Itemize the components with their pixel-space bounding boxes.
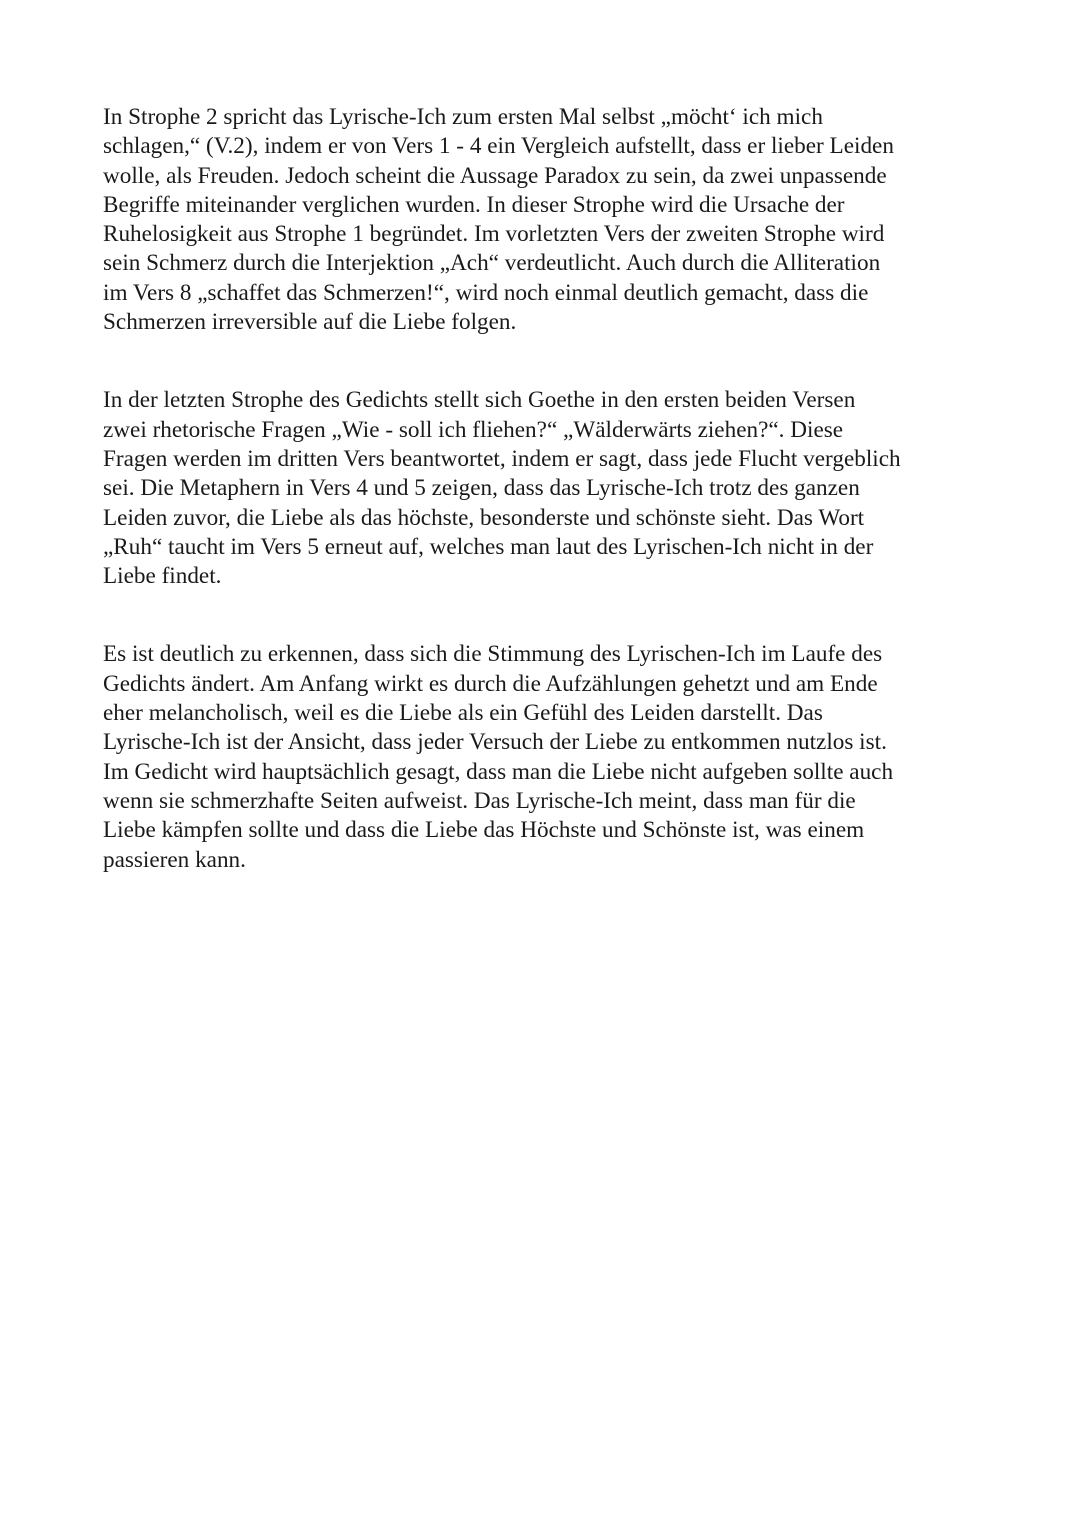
text-line: Gedichts ändert. Am Anfang wirkt es durch die Aufzählungen gehetzt und am Ende — [103, 670, 878, 697]
document-body — [103, 103, 993, 875]
text-line: eher melancholisch, weil es die Liebe als ein Gefühl des Leiden darstellt. Das — [103, 700, 823, 727]
text-line: Begriffe miteinander verglichen wurden. In dieser Strophe wird die Ursache der — [103, 191, 845, 218]
text-line: schlagen,“ (V.2), indem er von Vers 1 - 4 ein Vergleich aufstellt, dass er lieber Leiden — [103, 133, 894, 160]
paragraph-strophe-2 — [103, 103, 993, 337]
text-line: wenn sie schmerzhafte Seiten aufweist. Das Lyrische-Ich meint, dass man für die — [103, 787, 856, 814]
text-line: zwei rhetorische Fragen „Wie - soll ich fliehen?“ „Wälderwärts ziehen?“. Diese — [103, 416, 844, 443]
text-line: Es ist deutlich zu erkennen, dass sich die Stimmung des Lyrischen-Ich im Laufe des — [103, 641, 883, 668]
text-line: Liebe findet. — [103, 563, 222, 590]
text-line: Im Gedicht wird hauptsächlich gesagt, dass man die Liebe nicht aufgeben sollte auch — [103, 758, 894, 785]
text-line: sein Schmerz durch die Interjektion „Ach“ verdeutlicht. Auch durch die Alliteration — [103, 250, 881, 277]
text-line: Fragen werden im dritten Vers beantwortet, indem er sagt, dass jede Flucht vergeblich — [103, 445, 901, 472]
text-line: sei. Die Metaphern in Vers 4 und 5 zeigen, dass das Lyrische-Ich trotz des ganzen — [103, 475, 860, 502]
text-line: Schmerzen irreversible auf die Liebe folgen. — [103, 309, 517, 336]
text-line: In Strophe 2 spricht das Lyrische-Ich zum ersten Mal selbst „möcht‘ ich mich — [103, 104, 823, 130]
paragraph-letzte-strophe — [103, 386, 993, 591]
text-line: Ruhelosigkeit aus Strophe 1 begründet. Im vorletzten Vers der zweiten Strophe wird — [103, 221, 885, 248]
text-line: wolle, als Freuden. Jedoch scheint die Aussage Paradox zu sein, da zwei unpassende — [103, 162, 887, 189]
text-line: Liebe kämpfen sollte und dass die Liebe das Höchste und Schönste ist, was einem — [103, 817, 865, 844]
text-line: In der letzten Strophe des Gedichts stellt sich Goethe in den ersten beiden Versen — [103, 387, 856, 414]
text-line: „Ruh“ taucht im Vers 5 erneut auf, welches man laut des Lyrischen-Ich nicht in der — [103, 533, 874, 560]
paragraph-fazit — [103, 640, 993, 874]
text-line: im Vers 8 „schaffet das Schmerzen!“, wird noch einmal deutlich gemacht, dass die — [103, 279, 869, 306]
text-line: Lyrische-Ich ist der Ansicht, dass jeder Versuch der Liebe zu entkommen nutzlos ist. — [103, 729, 887, 756]
text-line: Leiden zuvor, die Liebe als das höchste, besonderste und schönste sieht. Das Wort — [103, 504, 865, 531]
text-line: passieren kann. — [103, 846, 246, 873]
